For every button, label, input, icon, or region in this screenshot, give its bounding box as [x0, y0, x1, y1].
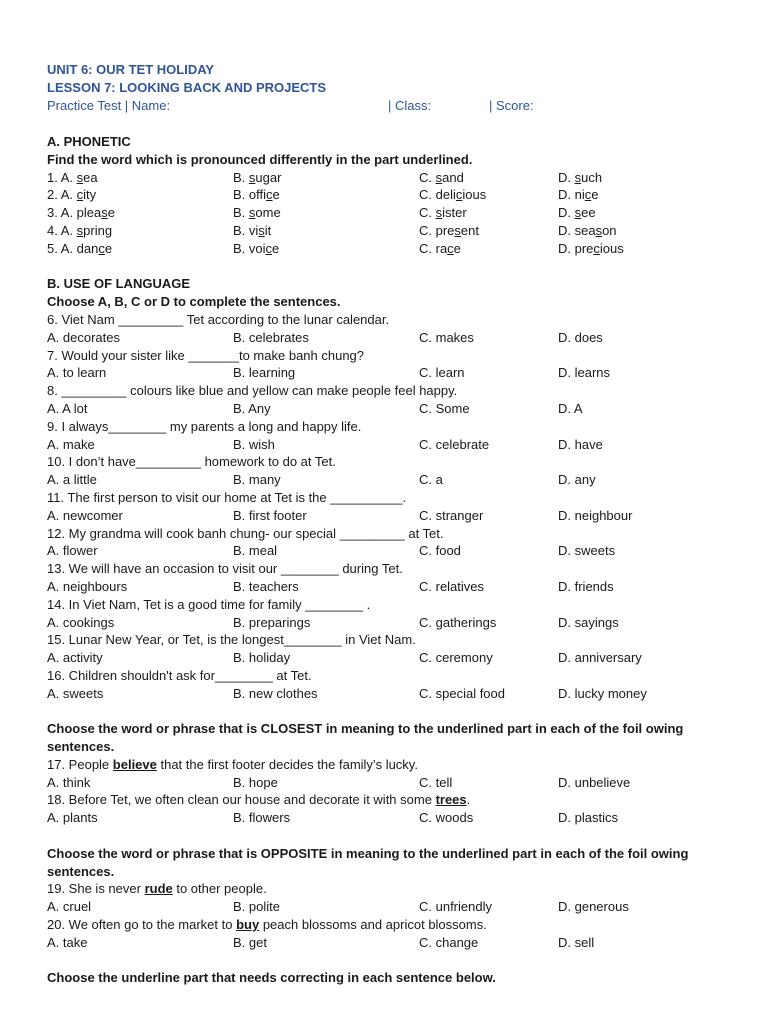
- option-c: [419, 204, 558, 222]
- option-a: [47, 186, 233, 204]
- option-a: [47, 222, 233, 240]
- options-row: [47, 774, 737, 792]
- option-c: C. relatives: [419, 578, 485, 594]
- option-b: B. learning: [233, 365, 296, 381]
- option-text: ea: [83, 169, 98, 185]
- option-d: D. plastics: [558, 810, 618, 826]
- section-title-phonetic: A. PHONETIC: [47, 134, 131, 149]
- option-b: B. many: [233, 472, 281, 488]
- option-d: D. friends: [558, 578, 614, 594]
- underlined-sound: s: [454, 222, 461, 238]
- option-c: C. tell: [419, 774, 453, 790]
- option-a: A. to learn: [47, 365, 107, 381]
- options-row: [47, 329, 737, 347]
- option-text: ister: [442, 205, 467, 221]
- option-d: D. lucky money: [558, 685, 647, 701]
- option-b: [233, 169, 419, 187]
- option-d: D. sell: [558, 934, 595, 950]
- option-c: C. special food: [419, 685, 505, 701]
- closest-questions: [47, 756, 737, 827]
- option-b: [233, 240, 419, 258]
- option-text: ome: [255, 205, 281, 221]
- option-c: C. unfriendly: [419, 899, 492, 915]
- option-text: ee: [581, 205, 596, 221]
- option-a: A. make: [47, 436, 95, 452]
- option-d: D. anniversary: [558, 650, 642, 666]
- option-b: B. new clothes: [233, 685, 318, 701]
- score-label: | Score:: [489, 98, 534, 113]
- question-text: 7. Would your sister like _______to make banh chung?: [47, 347, 365, 363]
- underlined-word: believe: [112, 756, 157, 772]
- option-text: D.: [558, 205, 575, 221]
- options-row: [47, 507, 737, 525]
- question-suffix: that the first footer decides the family’s lucky.: [156, 756, 418, 772]
- option-text: 3. A. plea: [47, 205, 102, 221]
- option-text: C. pre: [419, 222, 455, 238]
- question-suffix: .: [466, 792, 471, 808]
- option-text: it: [264, 222, 272, 238]
- option-text: e: [104, 240, 113, 256]
- option-text: uch: [581, 169, 603, 185]
- underlined-sound: s: [101, 205, 108, 221]
- option-a: A. activity: [47, 650, 103, 666]
- question-text: [47, 791, 737, 809]
- option-c: [419, 240, 558, 258]
- question-text: 9. I always________ my parents a long and happy life.: [47, 418, 362, 434]
- option-b: [233, 204, 419, 222]
- option-text: C. ra: [419, 240, 448, 256]
- question-suffix: to other people.: [172, 881, 267, 897]
- question-text: 6. Viet Nam _________ Tet according to the lunar calendar.: [47, 311, 390, 327]
- underlined-sound: s: [258, 222, 265, 238]
- option-b: B. flowers: [233, 810, 291, 826]
- option-c: [419, 169, 558, 187]
- option-a: A. A lot: [47, 400, 88, 416]
- opposite-questions: [47, 880, 737, 951]
- option-d: [558, 222, 728, 240]
- option-d: [558, 169, 728, 187]
- option-text: ent: [460, 222, 479, 238]
- underlined-sound: s: [248, 169, 256, 185]
- options-row: [47, 542, 737, 560]
- option-a: A. cruel: [47, 899, 92, 915]
- option-d: D. any: [558, 472, 596, 488]
- worksheet: [47, 61, 737, 987]
- underlined-word: rude: [144, 881, 173, 897]
- option-text: e: [591, 187, 599, 203]
- underlined-sound: s: [435, 169, 443, 185]
- option-d: D. learns: [558, 365, 611, 381]
- language-instruction: Choose A, B, C or D to complete the sentences.: [47, 294, 341, 310]
- option-text: C. deli: [419, 187, 456, 203]
- phonetic-question-row: [47, 240, 737, 258]
- option-a: A. decorates: [47, 329, 120, 345]
- option-text: ugar: [255, 169, 282, 185]
- option-a: [47, 240, 233, 258]
- option-c: C. makes: [419, 329, 474, 345]
- question-prefix: 19. She is never: [47, 881, 145, 897]
- underlined-word: trees: [435, 792, 467, 808]
- option-text: e: [272, 187, 280, 203]
- option-a: A. flower: [47, 543, 98, 559]
- option-d: D. generous: [558, 899, 629, 915]
- underlined-sound: s: [248, 205, 256, 221]
- underlined-sound: c: [455, 187, 463, 203]
- underlined-sound: s: [76, 222, 84, 238]
- underlined-sound: s: [595, 222, 603, 238]
- option-b: B. polite: [233, 899, 280, 915]
- option-text: ious: [599, 240, 624, 256]
- student-info-line: [47, 97, 737, 115]
- practice-name-label: Practice Test | Name:: [47, 98, 171, 113]
- option-text: B.: [233, 205, 249, 221]
- option-d: D. sweets: [558, 543, 616, 559]
- option-c: C. Some: [419, 400, 470, 416]
- question-text: 14. In Viet Nam, Tet is a good time for family ________ .: [47, 596, 371, 612]
- option-text: 5. A. dan: [47, 240, 99, 256]
- phonetic-question-row: [47, 186, 737, 204]
- option-b: B. teachers: [233, 578, 299, 594]
- option-text: pring: [83, 222, 113, 238]
- option-a: A. neighbours: [47, 578, 128, 594]
- option-c: C. woods: [419, 810, 474, 826]
- option-d: D. sayings: [558, 614, 619, 630]
- option-text: B. offi: [233, 187, 267, 203]
- phonetic-instruction: Find the word which is pronounced differently in the part underlined.: [47, 151, 473, 167]
- option-c: C. a: [419, 472, 443, 488]
- option-c: C. learn: [419, 365, 465, 381]
- option-d: D. does: [558, 329, 603, 345]
- underlined-sound: c: [447, 240, 454, 256]
- options-row: [47, 614, 737, 632]
- options-row: [47, 436, 737, 454]
- option-b: B. holiday: [233, 650, 291, 666]
- option-a: A. newcomer: [47, 507, 123, 523]
- question-prefix: 18. Before Tet, we often clean our house and decorate it with some: [47, 792, 436, 808]
- options-row: [47, 649, 737, 667]
- option-c: C. food: [419, 543, 461, 559]
- options-row: [47, 809, 737, 827]
- closest-instruction: Choose the word or phrase that is CLOSEST in meaning to the underlined part in each of the foil owing sentences.: [47, 721, 684, 755]
- option-a: A. take: [47, 934, 88, 950]
- correcting-instruction: Choose the underline part that needs correcting in each sentence below.: [47, 970, 496, 986]
- underlined-sound: s: [76, 169, 84, 185]
- question-prefix: 17. People: [47, 756, 113, 772]
- option-text: C.: [419, 169, 436, 185]
- option-d: [558, 186, 728, 204]
- option-a: [47, 169, 233, 187]
- option-text: e: [453, 240, 461, 256]
- lesson-title: LESSON 7: LOOKING BACK AND PROJECTS: [47, 80, 327, 95]
- question-text: [47, 916, 737, 934]
- option-text: 2. A.: [47, 187, 77, 203]
- underlined-sound: c: [98, 240, 105, 256]
- option-a: [47, 204, 233, 222]
- option-b: [233, 222, 419, 240]
- underlined-sound: c: [584, 187, 592, 203]
- option-d: D. A: [558, 400, 583, 416]
- unit-title: UNIT 6: OUR TET HOLIDAY: [47, 62, 215, 77]
- option-a: A. sweets: [47, 685, 104, 701]
- option-b: B. celebrates: [233, 329, 309, 345]
- option-d: D. neighbour: [558, 507, 633, 523]
- option-b: B. meal: [233, 543, 278, 559]
- options-row: [47, 471, 737, 489]
- question-suffix: peach blossoms and apricot blossoms.: [259, 917, 487, 933]
- section-title-language: B. USE OF LANGUAGE: [47, 276, 191, 292]
- underlined-sound: s: [435, 205, 443, 221]
- option-a: A. plants: [47, 810, 98, 826]
- phonetic-question-row: [47, 222, 737, 240]
- option-c: [419, 222, 558, 240]
- option-text: C.: [419, 205, 436, 221]
- phonetic-questions: [47, 169, 737, 258]
- option-c: [419, 186, 558, 204]
- option-text: D. sea: [558, 222, 596, 238]
- option-b: [233, 186, 419, 204]
- question-prefix: 20. We often go to the market to: [47, 917, 237, 933]
- option-text: 1. A.: [47, 169, 77, 185]
- underlined-sound: s: [574, 205, 582, 221]
- option-d: D. have: [558, 436, 603, 452]
- option-d: [558, 240, 728, 258]
- question-text: 10. I don’t have_________ homework to do at Tet.: [47, 454, 336, 470]
- option-c: C. stranger: [419, 507, 484, 523]
- options-row: [47, 578, 737, 596]
- option-text: D. ni: [558, 187, 585, 203]
- class-label: | Class:: [388, 98, 432, 113]
- option-c: C. celebrate: [419, 436, 490, 452]
- option-c: C. ceremony: [419, 650, 493, 666]
- options-row: [47, 400, 737, 418]
- option-d: [558, 204, 728, 222]
- question-text: 11. The first person to visit our home at Tet is the __________.: [47, 489, 407, 505]
- question-text: 8. _________ colours like blue and yellow can make people feel happy.: [47, 383, 458, 399]
- option-text: B. vi: [233, 222, 259, 238]
- option-c: C. gatherings: [419, 614, 497, 630]
- option-text: B. voi: [233, 240, 266, 256]
- question-text: 16. Children shouldn't ask for________ at Tet.: [47, 667, 312, 683]
- language-questions: [47, 311, 737, 703]
- question-text: 13. We will have an occasion to visit our ________ during Tet.: [47, 561, 403, 577]
- underlined-sound: c: [76, 187, 84, 203]
- underlined-sound: c: [593, 240, 600, 256]
- option-text: on: [602, 222, 617, 238]
- option-b: B. wish: [233, 436, 275, 452]
- option-b: B. Any: [233, 400, 271, 416]
- option-b: B. hope: [233, 774, 278, 790]
- option-text: e: [272, 240, 280, 256]
- underlined-sound: c: [266, 187, 273, 203]
- options-row: [47, 898, 737, 916]
- option-a: A. a little: [47, 472, 97, 488]
- option-text: ity: [83, 187, 97, 203]
- underlined-word: buy: [236, 917, 260, 933]
- option-text: D. pre: [558, 240, 594, 256]
- option-b: B. get: [233, 934, 267, 950]
- option-c: C. change: [419, 934, 479, 950]
- options-row: [47, 934, 737, 952]
- question-text: 12. My grandma will cook banh chung- our special _________ at Tet.: [47, 525, 444, 541]
- question-text: 15. Lunar New Year, or Tet, is the longest________ in Viet Nam.: [47, 632, 416, 648]
- option-b: B. preparings: [233, 614, 311, 630]
- opposite-instruction: Choose the word or phrase that is OPPOSITE in meaning to the underlined part in each of the foil owing sentences.: [47, 845, 689, 879]
- option-text: B.: [233, 169, 249, 185]
- options-row: [47, 685, 737, 703]
- phonetic-question-row: [47, 204, 737, 222]
- phonetic-question-row: [47, 169, 737, 187]
- option-d: D. unbelieve: [558, 774, 631, 790]
- option-text: D.: [558, 169, 575, 185]
- option-b: B. first footer: [233, 507, 307, 523]
- option-a: A. think: [47, 774, 91, 790]
- option-text: ious: [462, 187, 487, 203]
- underlined-sound: c: [265, 240, 273, 256]
- option-text: and: [442, 169, 464, 185]
- option-a: A. cookings: [47, 614, 115, 630]
- option-text: e: [107, 205, 115, 221]
- options-row: [47, 364, 737, 382]
- option-text: 4. A.: [47, 222, 77, 238]
- underlined-sound: s: [574, 169, 582, 185]
- question-text: [47, 756, 737, 774]
- question-text: [47, 880, 737, 898]
